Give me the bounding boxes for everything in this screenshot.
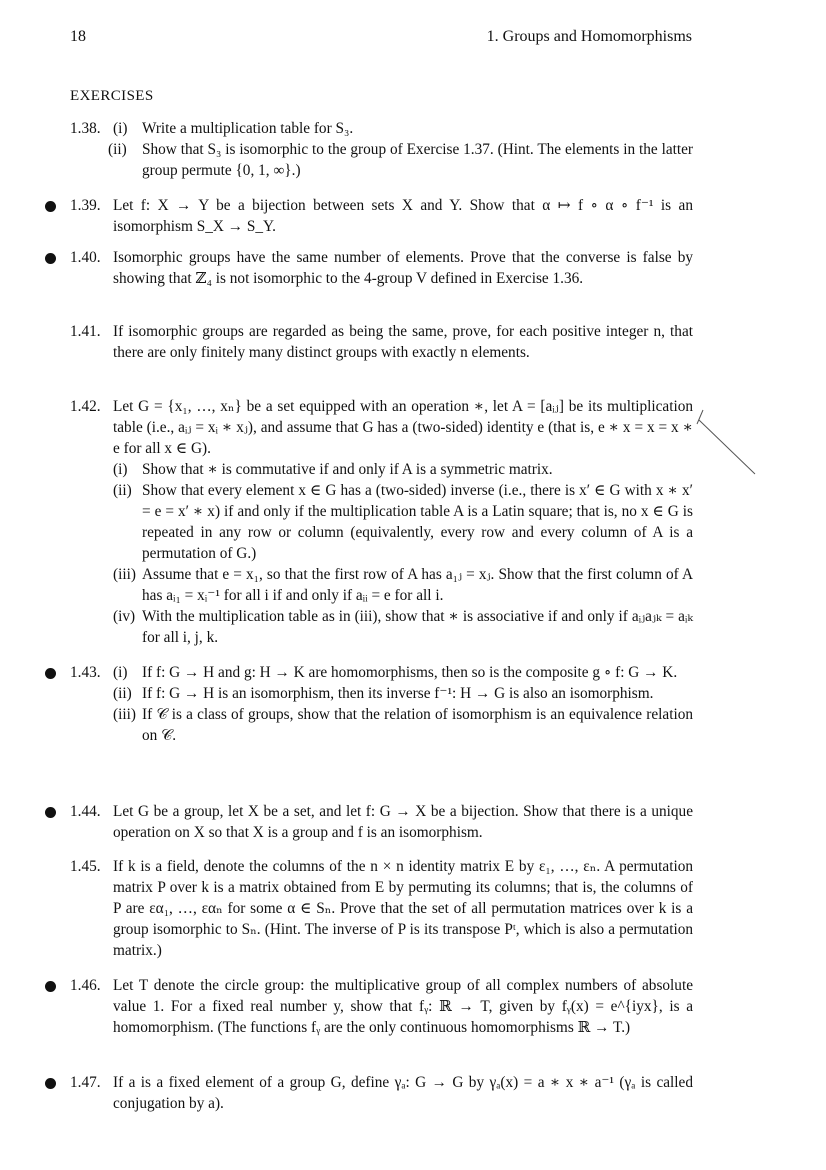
exercise-number: 1.42. bbox=[70, 398, 101, 415]
exercise-number: 1.47. bbox=[70, 1074, 101, 1091]
exercise-part bbox=[113, 480, 693, 564]
starred-bullet-icon bbox=[45, 668, 56, 679]
exercise-body bbox=[113, 396, 693, 648]
part-text: Show that every element x ∈ G has a (two-sided) inverse (i.e., there is x′ ∈ G with x ∗ x′ = e = x′ ∗ x) if and only if the multiplication table A is a Latin square; that is, no x ∈ G is repeated in any row or column (equivalently, every row and every column of A is a permutation of G.) bbox=[142, 482, 693, 562]
part-text: Show that ∗ is commutative if and only if A is a symmetric matrix. bbox=[142, 461, 553, 478]
exercise-body bbox=[113, 662, 693, 746]
part-text: Write a multiplication table for S₃. bbox=[142, 120, 354, 137]
running-head: 1. Groups and Homomorphisms bbox=[486, 28, 692, 45]
exercise-number: 1.43. bbox=[70, 664, 101, 681]
starred-bullet-icon bbox=[45, 981, 56, 992]
exercise-number: 1.44. bbox=[70, 803, 101, 820]
exercise-part bbox=[113, 459, 693, 480]
exercise-text: If a is a fixed element of a group G, define γₐ: G → G by γₐ(x) = a ∗ x ∗ a⁻¹ (γₐ is called conjugation by a). bbox=[113, 1074, 693, 1112]
part-label: (ii) bbox=[113, 482, 132, 499]
exercise-text: Isomorphic groups have the same number of elements. Prove that the converse is false by showing that ℤ₄ is not isomorphic to the 4-group V defined in Exercise 1.36. bbox=[113, 249, 693, 287]
part-label: (iii) bbox=[113, 566, 136, 583]
exercise-text: Let G = {x₁, …, xₙ} be a set equipped with an operation ∗, let A = [aᵢⱼ] be its multiplication table (i.e., aᵢⱼ = xᵢ ∗ xⱼ), and assume that G has a (two-sided) identity e (that is, e ∗ x = x = x ∗ e for all x ∈ G). bbox=[113, 398, 693, 457]
exercise-part bbox=[113, 118, 693, 139]
part-text: If 𝒞 is a class of groups, show that the relation of isomorphism is an equivalence relation on 𝒞. bbox=[142, 706, 693, 744]
part-label: (i) bbox=[113, 664, 128, 681]
exercise-number: 1.45. bbox=[70, 858, 101, 875]
exercise-text: If k is a field, denote the columns of the n × n identity matrix E by ε₁, …, εₙ. A permutation matrix P over k is a matrix obtained from E by permuting its columns; that is, the columns of P are εα₁, …, εαₙ for some α ∈ Sₙ. Prove that the set of all permutation matrices over k is a group isomorphic to Sₙ. (Hint. The inverse of P is its transpose Pᵗ, which is also a permutation matrix.) bbox=[113, 858, 693, 959]
exercise-part bbox=[113, 704, 693, 746]
starred-bullet-icon bbox=[45, 201, 56, 212]
starred-bullet-icon bbox=[45, 807, 56, 818]
exercise-part bbox=[108, 139, 693, 181]
part-text: Show that S₃ is isomorphic to the group of Exercise 1.37. (Hint. The elements in the latter group permute {0, 1, ∞}.) bbox=[142, 141, 693, 179]
exercise-text: Let f: X → Y be a bijection between sets X and Y. Show that α ↦ f ∘ α ∘ f⁻¹ is an isomorphism S_X → S_Y. bbox=[113, 197, 693, 235]
exercise-number: 1.39. bbox=[70, 197, 101, 214]
exercise-part bbox=[113, 606, 693, 648]
exercise-number: 1.46. bbox=[70, 977, 101, 994]
starred-bullet-icon bbox=[45, 253, 56, 264]
page-number: 18 bbox=[70, 28, 86, 45]
exercise-text: Let T denote the circle group: the multiplicative group of all complex numbers of absolute value 1. For a fixed real number y, show that fᵧ: ℝ → T, given by fᵧ(x) = e^{iyx}, is a homomorphism. (The functions fᵧ are the only continuous homomorphisms ℝ → T.) bbox=[113, 977, 693, 1036]
exercise-part bbox=[113, 662, 693, 683]
part-label: (i) bbox=[113, 120, 128, 137]
part-text: With the multiplication table as in (iii), show that ∗ is associative if and only if aᵢⱼaⱼₖ = aᵢₖ for all i, j, k. bbox=[142, 608, 693, 646]
exercise-part bbox=[113, 564, 693, 606]
pencil-mark-icon bbox=[695, 398, 765, 478]
starred-bullet-icon bbox=[45, 1078, 56, 1089]
part-text: Assume that e = x₁, so that the first row of A has a₁ⱼ = xⱼ. Show that the first column of A has aᵢ₁ = xᵢ⁻¹ for all i if and only if aᵢᵢ = e for all i. bbox=[142, 566, 693, 604]
exercise-number: 1.41. bbox=[70, 323, 101, 340]
exercise-text: If isomorphic groups are regarded as being the same, prove, for each positive integer n, that there are only finitely many distinct groups with exactly n elements. bbox=[113, 323, 693, 361]
exercise-text: Let G be a group, let X be a set, and let f: G → X be a bijection. Show that there is a unique operation on X so that X is a group and f is an isomorphism. bbox=[113, 803, 693, 841]
page-header bbox=[70, 26, 692, 48]
exercise-part bbox=[113, 683, 693, 704]
part-label: (iii) bbox=[113, 706, 136, 723]
part-label: (iv) bbox=[113, 608, 136, 625]
part-text: If f: G → H is an isomorphism, then its inverse f⁻¹: H → G is also an isomorphism. bbox=[142, 685, 654, 702]
part-label: (ii) bbox=[108, 141, 127, 158]
exercise-body bbox=[108, 118, 693, 181]
exercise-number: 1.40. bbox=[70, 249, 101, 266]
part-label: (i) bbox=[113, 461, 128, 478]
part-text: If f: G → H and g: H → K are homomorphisms, then so is the composite g ∘ f: G → K. bbox=[142, 664, 678, 681]
exercise-number: 1.38. bbox=[70, 120, 101, 137]
part-label: (ii) bbox=[113, 685, 132, 702]
section-title: EXERCISES bbox=[70, 88, 154, 104]
